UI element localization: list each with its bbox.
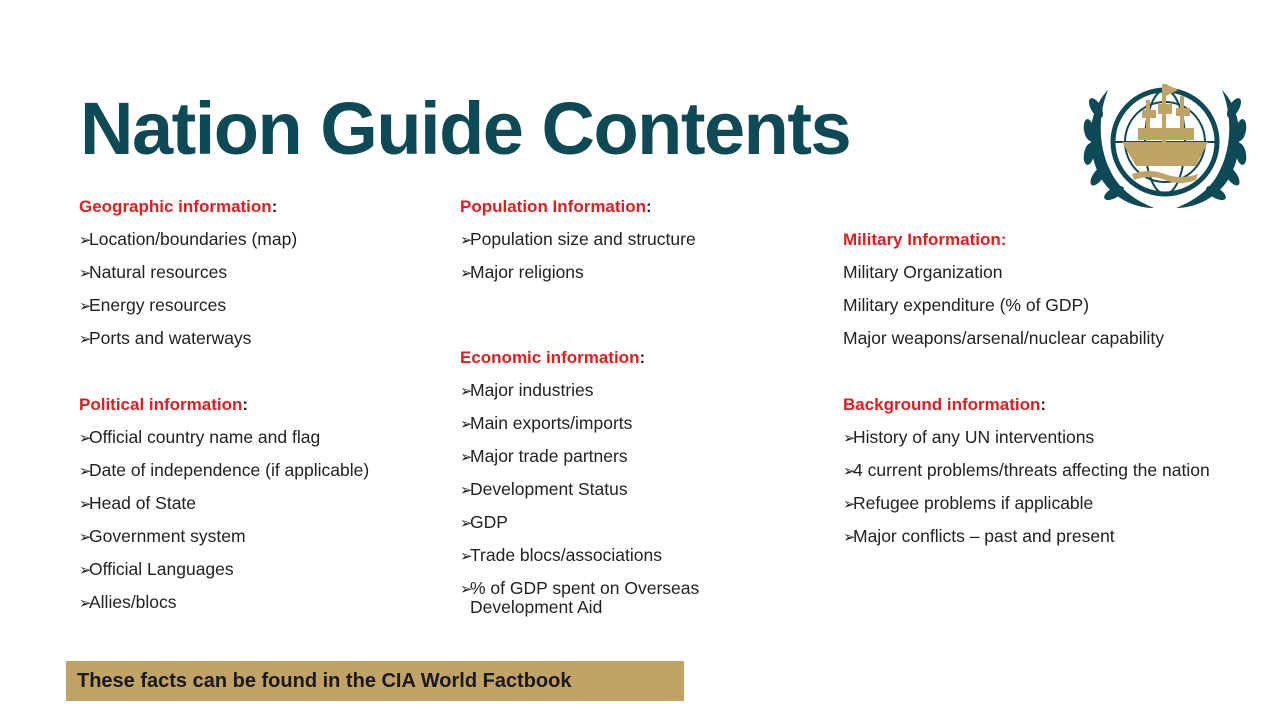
list-item: ➢ Development Status	[460, 479, 628, 499]
footer-banner: These facts can be found in the CIA World Factbook	[66, 661, 684, 701]
column-middle	[460, 190, 820, 617]
geographic-heading: Geographic information	[79, 197, 272, 216]
list-item: ➢ Trade blocs/associations	[460, 545, 662, 565]
list-item: ➢ Main exports/imports	[460, 413, 633, 433]
arrow-bullet-icon: ➢	[460, 232, 473, 249]
arrow-bullet-icon: ➢	[79, 595, 92, 612]
arrow-bullet-icon: ➢	[460, 265, 473, 282]
economic-section: Economic information: ➢ Major industries ➢ Main exports/imports ➢ Major trade partners ➢ Development Status ➢ GDP ➢ Trade blocs/associations ➢ % of GDP spent on Overseas Development Aid	[460, 341, 820, 617]
list-item: Military expenditure (% of GDP)	[843, 295, 1090, 315]
list-item: ➢ % of GDP spent on Overseas Development Aid	[460, 578, 700, 617]
military-section	[843, 223, 1263, 355]
population-section: Population Information: ➢ Population size and structure ➢ Major religions	[460, 190, 820, 289]
background-section: Background information: ➢ History of any UN interventions ➢ 4 current problems/threats affecting the nation ➢ Refugee problems if applicable ➢ Major conflicts – past and present	[843, 388, 1263, 553]
un-style-emblem-icon	[1080, 70, 1250, 212]
list-item: ➢ Government system	[79, 526, 246, 546]
list-item: ➢ Population size and structure	[460, 229, 696, 249]
arrow-bullet-icon: ➢	[843, 463, 856, 480]
background-heading: Background information	[843, 395, 1041, 414]
political-heading: Political information	[79, 395, 243, 414]
arrow-bullet-icon: ➢	[79, 265, 92, 282]
list-item: ➢ Official Languages	[79, 559, 234, 579]
arrow-bullet-icon: ➢	[79, 463, 92, 480]
political-section: Political information: ➢ Official country name and flag ➢ Date of independence (if applicable) ➢ Head of State ➢ Government system ➢ Official Languages ➢ Allies/blocs	[79, 388, 439, 619]
list-item: ➢ Allies/blocs	[79, 592, 177, 612]
list-item: ➢ 4 current problems/threats affecting the nation	[843, 460, 1210, 480]
list-item: Military Organization	[843, 262, 1003, 282]
arrow-bullet-icon: ➢	[79, 331, 92, 348]
arrow-bullet-icon: ➢	[79, 430, 92, 447]
military-heading: Military Information:	[843, 230, 1007, 249]
arrow-bullet-icon: ➢	[79, 529, 92, 546]
arrow-bullet-icon: ➢	[460, 548, 473, 565]
column-right	[843, 223, 1263, 553]
list-item: ➢ Ports and waterways	[79, 328, 252, 348]
arrow-bullet-icon: ➢	[460, 581, 473, 598]
arrow-bullet-icon: ➢	[79, 562, 92, 579]
arrow-bullet-icon: ➢	[843, 529, 856, 546]
arrow-bullet-icon: ➢	[460, 449, 473, 466]
list-item: ➢ Natural resources	[79, 262, 228, 282]
list-item: ➢ Refugee problems if applicable	[843, 493, 1094, 513]
list-item: ➢ History of any UN interventions	[843, 427, 1095, 447]
list-item: ➢ GDP	[460, 512, 508, 532]
list-item: ➢ Energy resources	[79, 295, 227, 315]
population-heading: Population Information	[460, 197, 647, 216]
list-item: ➢ Date of independence (if applicable)	[79, 460, 370, 480]
arrow-bullet-icon: ➢	[843, 430, 856, 447]
list-item: ➢ Major trade partners	[460, 446, 628, 466]
list-item: ➢ Major conflicts – past and present	[843, 526, 1115, 546]
arrow-bullet-icon: ➢	[79, 496, 92, 513]
page-title: Nation Guide Contents	[80, 87, 851, 170]
list-item: ➢ Location/boundaries (map)	[79, 229, 298, 249]
list-item: ➢ Major religions	[460, 262, 584, 282]
arrow-bullet-icon: ➢	[460, 515, 473, 532]
list-item: Major weapons/arsenal/nuclear capability	[843, 328, 1165, 348]
column-left	[79, 190, 439, 619]
arrow-bullet-icon: ➢	[79, 298, 92, 315]
list-item: ➢ Major industries	[460, 380, 594, 400]
arrow-bullet-icon: ➢	[460, 482, 473, 499]
arrow-bullet-icon: ➢	[843, 496, 856, 513]
arrow-bullet-icon: ➢	[79, 232, 92, 249]
list-item: ➢ Official country name and flag	[79, 427, 321, 447]
list-item: ➢ Head of State	[79, 493, 197, 513]
arrow-bullet-icon: ➢	[460, 383, 473, 400]
geographic-section: Geographic information: ➢ Location/boundaries (map) ➢ Natural resources ➢ Energy resources ➢ Ports and waterways	[79, 190, 439, 355]
arrow-bullet-icon: ➢	[460, 416, 473, 433]
economic-heading: Economic information	[460, 348, 640, 367]
